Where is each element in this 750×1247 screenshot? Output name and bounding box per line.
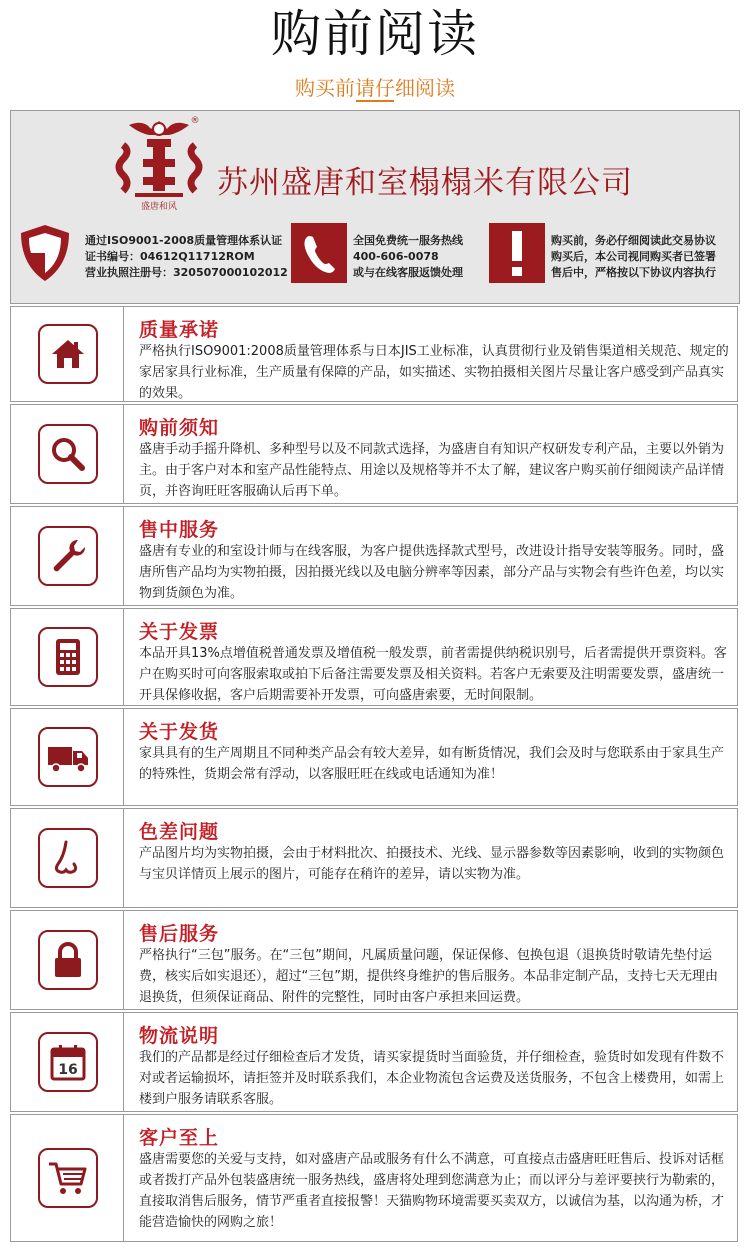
shield-icon — [17, 223, 73, 283]
cert-line: 400-606-0078 — [353, 250, 439, 263]
calendar-icon — [38, 1032, 98, 1092]
cert-line: 或与在线客服返馈处理 — [353, 266, 463, 279]
company-header — [10, 110, 740, 304]
section-title: 关于发票 — [139, 621, 220, 643]
section-in-sale-service — [10, 506, 738, 606]
subtitle-underline — [356, 100, 394, 102]
nose-icon — [38, 828, 98, 888]
exclamation-icon — [489, 223, 545, 283]
section-after-sale — [10, 910, 738, 1010]
page-subtitle: 购买前请仔细阅读 — [295, 76, 455, 100]
section-divider — [123, 1013, 124, 1111]
section-pre-purchase — [10, 404, 738, 504]
section-divider — [123, 405, 124, 503]
section-color-difference — [10, 808, 738, 908]
section-title: 售中服务 — [139, 519, 220, 541]
padlock-icon — [38, 930, 98, 990]
cert-line: 通过ISO9001-2008质量管理体系认证 — [85, 234, 283, 247]
company-logo — [109, 115, 209, 215]
section-divider — [123, 1115, 124, 1241]
cert-line: 购买前，务必仔细阅读此交易协议 — [551, 234, 716, 247]
section-body: 严格执行ISO9001:2008质量管理体系与日本JIS工业标准，认真贯彻行业及销售渠道相关规范、规定的家居家具行业标准，生产质量有保障的产品，如实描述、实物拍摄相关图片尽量让客户感受到产品真实的效果。 — [139, 344, 729, 401]
page-title: 购前阅读 — [271, 5, 479, 63]
section-customer-first — [10, 1114, 738, 1242]
cert-line: 证书编号：04612Q11712ROM — [85, 250, 255, 263]
cert-line: 售后中，严格按以下协议内容执行 — [551, 266, 716, 279]
section-divider — [123, 709, 124, 805]
cert-text-3 — [551, 233, 716, 281]
section-divider — [123, 507, 124, 605]
section-body: 家具具有的生产周期且不同种类产品会有较大差异，如有断货情况，我们会及时与您联系由于家具生产的特殊性，货期会常有浮动，以客服旺旺在线或电话通知为准！ — [139, 746, 725, 782]
section-quality — [10, 306, 738, 402]
section-title: 色差问题 — [139, 821, 220, 843]
shopping-cart-icon — [38, 1148, 98, 1208]
section-title: 售后服务 — [139, 923, 220, 945]
calendar-day: 16 — [58, 1062, 78, 1078]
section-body: 产品图片均为实物拍摄，会由于材料批次、拍摄技术、光线、显示器参数等因素影响，收到的实物颜色与宝贝详情页上展示的图片，可能存在稍许的差异，请以实物为准。 — [139, 846, 725, 882]
cert-text-2 — [353, 233, 463, 281]
section-body: 盛唐有专业的和室设计师与在线客服，为客户提供选择款式型号，改进设计指导安装等服务。同时，盛唐所售产品均为实物拍摄，因拍摄光线以及电脑分辨率等因素，部分产品与实物会有些许色差，均以实物到货颜色为准。 — [139, 544, 725, 601]
certification-row — [11, 223, 739, 293]
cert-line: 购买后，本公司视同购买者已签署 — [551, 250, 716, 263]
truck-icon — [38, 727, 98, 787]
section-body: 我们的产品都是经过仔细检查后才发货，请买家提货时当面验货，并仔细检查，验货时如发现有件数不对或者运输损坏，请拒签并及时联系我们，本企业物流包含运费及送货服务，不包含上楼费用，如需上楼到户服务请联系客服。 — [139, 1050, 725, 1107]
section-divider — [123, 307, 124, 401]
section-body: 本品开具13%点增值税普通发票及增值税一般发票，前者需提供纳税识别号，后者需提供开票资料。客户在购买时可向客服索取或拍下后备注需要发票及相关资料。若客户无索要及注明需要发票，盛唐统一开具保修收据，客户后期需要补开发票，可向盛唐索要，无时间限制。 — [139, 646, 727, 703]
house-icon — [38, 324, 98, 384]
phone-icon — [291, 223, 347, 283]
section-invoice — [10, 608, 738, 706]
cert-line: 营业执照注册号：320507000102012 — [85, 266, 288, 279]
section-body: 严格执行“三包”服务。在“三包”期间，凡属质量问题，保证保修、包换包退（退换货时敬请先垫付运费，核实后如实退还），超过“三包”期，提供终身维护的售后服务。本品非定制产品，支持七天无理由退换货，但须保证商品、附件的完整性，同时由客户承担来回运费。 — [139, 948, 718, 1005]
calculator-icon — [38, 627, 98, 687]
registered-mark: ® — [190, 116, 200, 126]
section-logistics — [10, 1012, 738, 1112]
cert-text-1 — [85, 233, 288, 281]
wrench-icon — [38, 526, 98, 586]
section-title: 质量承诺 — [139, 319, 220, 341]
section-body: 盛唐手动手摇升降机、多种型号以及不同款式选择，为盛唐自有知识产权研发专利产品，主要以外销为主。由于客户对本和室产品性能特点、用途以及规格等并不太了解，建议客户购买前仔细阅读产品详情页，并咨询旺旺客服确认后再下单。 — [139, 442, 725, 499]
cert-line: 全国免费统一服务热线 — [353, 234, 463, 247]
company-name: 苏州盛唐和室榻榻米有限公司 — [217, 165, 633, 201]
section-title: 关于发货 — [139, 721, 220, 743]
section-title: 物流说明 — [139, 1025, 220, 1047]
section-title: 购前须知 — [139, 417, 220, 439]
section-shipping — [10, 708, 738, 806]
logo-caption: 盛唐和风 — [140, 202, 178, 212]
section-divider — [123, 609, 124, 705]
section-divider — [123, 809, 124, 907]
section-title: 客户至上 — [139, 1127, 220, 1149]
section-divider — [123, 911, 124, 1009]
section-body: 盛唐需要您的关爱与支持，如对盛唐产品或服务有什么不满意，可直接点击盛唐旺旺售后、投诉对话框或者拨打产品外包装盛唐统一服务热线，盛唐将处理到您满意为止；而以评分与差评要挟行为勒索的，直接取消售后服务，情节严重者直接报警！天猫购物环境需要买卖双方，以诚信为基，以沟通为桥，才能营造愉快的网购之旅！ — [139, 1152, 725, 1230]
magnifier-icon — [38, 424, 98, 484]
